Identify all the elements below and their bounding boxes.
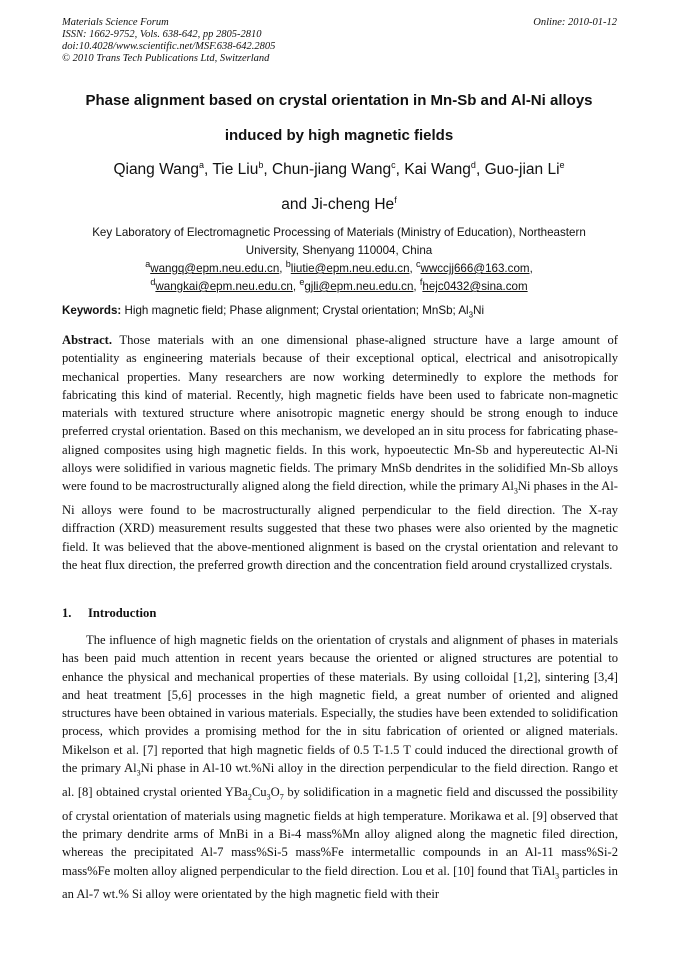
- email-link[interactable]: wwccjj666@163.com: [420, 262, 530, 275]
- intro-sub: 7: [279, 792, 284, 802]
- author-name: Ji-cheng He: [311, 196, 395, 213]
- author-name: Guo-jian Li: [484, 161, 560, 178]
- keywords: [62, 304, 618, 319]
- email-list: $^a$wangq@epm.neu.edu.cn, $^b$liutie@epm.neu.edu.cn, $^c$wwccjj666@163.com, $^d$wangkai@epm.neu.edu.cn, $^e$gjli@epm.neu.edu.cn, $^f$hejc0432@sina.com: [145, 259, 533, 293]
- email-mark: c: [415, 259, 421, 270]
- intro-text: by solidification in a magnetic field and discussed the possibility of crystal orientation of materials using magnetic fields at high temperature. Morikawa et al. [9] observed that the primary dendrite arms of MnBi in a Bi-4 mass%Mn alloy aligned along the magnetic filed direction, whereas the precipitated Al-7 mass%Si-5 mass%Fe intermetallic compounds in an Al-11 mass%Si-2 mass%Fe molten alloy aligned perpendicular to the field direction. Lou et al. [10] found that TiAl: [62, 784, 618, 878]
- intro-sub: 3: [555, 871, 560, 881]
- email-link[interactable]: wangkai@epm.neu.edu.cn: [155, 280, 293, 293]
- keywords-text: High magnetic field; Phase alignment; Crystal orientation; MnSb; Al: [124, 304, 469, 317]
- author-mark: c: [391, 159, 396, 170]
- keywords-tail: Ni: [473, 304, 485, 317]
- author-mark: e: [559, 159, 565, 170]
- email-link[interactable]: gjli@epm.neu.edu.cn: [304, 280, 414, 293]
- intro-text: The influence of high magnetic fields on the orientation of crystals and alignment of phases in materials has been paid much attention in recent years because the oriented or aligned structures are potential to enhance the physical and mechanical properties of these materials. By using colloidal [1,2], sintering [3,4] and heat treatment [5,6] processes in the high magnetic field, a great number of oriented and aligned structures have been obtained in various materials. Especially, the studies have been extended to solidification process, which provides a promising method for the in situ fabrication of oriented or aligned materials. Mikelson et al. [7] reported that high magnetic fields of 0.5 T-1.5 T could induced the directional growth of the primary Al: [62, 633, 618, 776]
- author-mark: d: [470, 159, 476, 170]
- doi-line: doi:10.4028/www.scientific.net/MSF.638-642.2805: [62, 41, 276, 52]
- abstract: [62, 331, 618, 574]
- author-name: Chun-jiang Wang: [271, 161, 392, 178]
- affiliation-line-1: Key Laboratory of Electromagnetic Processing of Materials (Ministry of Education), Northeastern: [92, 226, 586, 239]
- intro-sub: 3: [266, 792, 271, 802]
- paper-title-line-2: induced by high magnetic fields: [224, 127, 454, 144]
- section-title: Introduction: [88, 606, 157, 620]
- email-mark: b: [285, 259, 291, 270]
- abstract-text-2: Ni phases in the Al-Ni alloys were found to be macrostructurally aligned perpendicular to the field direction. The X-ray diffraction (XRD) measurement results suggested that these two phases were also oriented by the magnetic field. It was believed that the above-mentioned alignment is based on the crystal orientation and relevant to the heat flux direction, the preferred growth direction and the concentration field around crystallized crystals.: [62, 479, 618, 573]
- abstract-label: Abstract.: [62, 333, 113, 347]
- online-date: Online: 2010-01-12: [533, 17, 617, 28]
- issn-line: ISSN: 1662-9752, Vols. 638-642, pp 2805-2810: [62, 29, 262, 40]
- section-heading: [62, 606, 156, 621]
- intro-text: particles in an Al-7 wt.% Si alloy were orientated by the high magnetic field with their: [62, 863, 618, 902]
- email-mark: a: [145, 259, 151, 270]
- keywords-label: Keywords:: [62, 304, 122, 317]
- introduction-text: [62, 631, 618, 904]
- copyright-line: © 2010 Trans Tech Publications Ltd, Switzerland: [62, 53, 270, 64]
- email-mark: f: [419, 277, 423, 288]
- intro-text: O: [270, 784, 280, 799]
- author-mark: f: [394, 194, 397, 205]
- author-mark: a: [199, 159, 205, 170]
- affiliation-line-2: University, Shenyang 110004, China: [245, 244, 433, 257]
- intro-text: Ni phase in Al-10 wt.%Ni alloy in the direction perpendicular to the field direction. Rango et al. [8] obtained crystal oriented YBa: [62, 761, 618, 799]
- authors-joiner: and: [281, 196, 308, 213]
- email-mark: d: [150, 277, 156, 288]
- email-link[interactable]: liutie@epm.neu.edu.cn: [290, 262, 410, 275]
- abstract-sub: 3: [513, 486, 518, 496]
- journal-header: [62, 17, 617, 65]
- intro-text: Cu: [251, 784, 267, 799]
- author-name: Qiang Wang: [113, 161, 200, 178]
- journal-name: Materials Science Forum: [62, 17, 169, 28]
- author-list-line-2: [40, 196, 638, 214]
- author-name: Tie Liu: [212, 161, 259, 178]
- intro-sub: 2: [247, 792, 252, 802]
- intro-sub: 3: [136, 768, 141, 778]
- section-number: 1.: [62, 606, 72, 620]
- email-mark: e: [299, 277, 305, 288]
- author-list: Qiang Wang$^a$, Tie Liu$^b$, Chun-jiang Wang$^c$, Kai Wang$^d$, Guo-jian Li$^e$: [113, 159, 565, 178]
- email-link[interactable]: wangq@epm.neu.edu.cn: [150, 262, 280, 275]
- abstract-text-1: Those materials with an one dimensional phase-aligned structure have a large amount of potentiality as engineering materials because of their exceptional optical, electrical and anisotropically mechanical properties. Many researchers are now working determinedly to explore the methods for fabricating this kind of material. Recently, high magnetic fields have been used to fabricate non-magnetic materials with textured structure where anisotropic magnetic energy should be strong enough to induce preferred crystal orientation. Based on this mechanism, we developed an in situ process for fabricating phase-aligned composites using high magnetic fields. In this work, hypoeutectic Mn-Sb and hypereutectic Al-Ni alloys were solidified in various magnetic fields. The primary MnSb dendrites in the solidified Mn-Sb alloys were found to be macrostructurally aligned along the field direction, while the primary Al: [62, 333, 618, 494]
- email-link[interactable]: hejc0432@sina.com: [422, 280, 528, 293]
- keywords-sub: 3: [468, 310, 474, 320]
- author-mark: b: [258, 159, 264, 170]
- affiliation: [50, 224, 628, 260]
- author-name: Kai Wang: [404, 161, 471, 178]
- paper-title-line-1: Phase alignment based on crystal orientation in Mn-Sb and Al-Ni alloys: [85, 92, 593, 109]
